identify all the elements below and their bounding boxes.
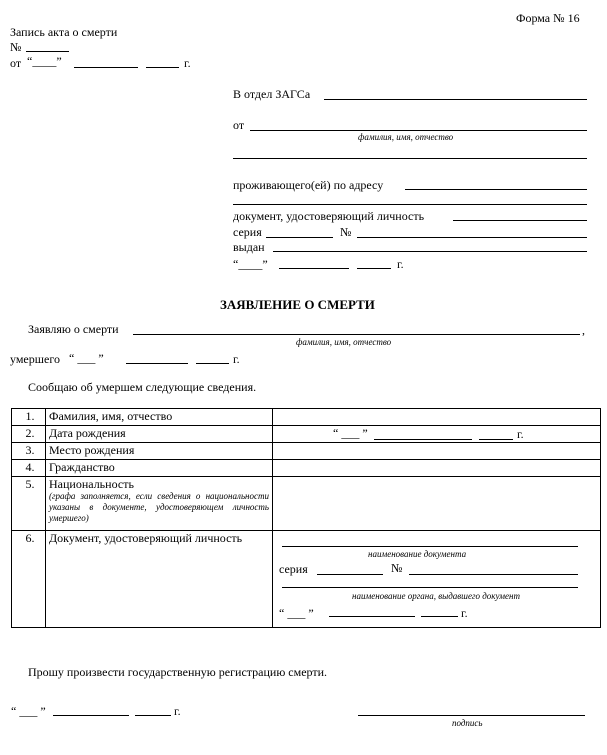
address-field-2[interactable] xyxy=(233,204,587,205)
row-label: Место рождения xyxy=(46,443,273,460)
death-month-field[interactable] xyxy=(126,363,188,364)
issued-by-field[interactable] xyxy=(273,251,587,252)
row-value-field[interactable] xyxy=(273,477,601,531)
table-row xyxy=(12,409,601,426)
record-from-label: от xyxy=(10,56,22,70)
issue-month-field[interactable] xyxy=(279,268,349,269)
registry-office-field[interactable] xyxy=(324,99,587,100)
doc-series-field[interactable] xyxy=(317,574,383,575)
footer-date-quote: “ ___ ” xyxy=(11,704,46,718)
doc-month-field[interactable] xyxy=(329,616,415,617)
birth-month-field[interactable] xyxy=(374,439,472,440)
birth-date-cell[interactable] xyxy=(273,426,601,443)
row-number: 2. xyxy=(12,426,46,443)
row-value-field[interactable] xyxy=(273,443,601,460)
record-number-label: № xyxy=(10,40,22,54)
declare-label: Заявляю о смерти xyxy=(28,322,119,336)
doc-issuer-field[interactable] xyxy=(282,587,578,588)
row-number: 5. xyxy=(12,477,46,531)
id-doc-field[interactable] xyxy=(453,220,587,221)
nationality-cell xyxy=(46,477,273,531)
row-value-field[interactable] xyxy=(273,409,601,426)
table-row xyxy=(12,477,601,531)
id-number-field[interactable] xyxy=(357,237,587,238)
info-table xyxy=(11,408,601,628)
issue-year-suffix: г. xyxy=(397,257,404,271)
row-label: Гражданство xyxy=(46,460,273,477)
signature-hint: подпись xyxy=(452,718,483,728)
row-number: 6. xyxy=(12,531,46,628)
deceased-fio-hint: фамилия, имя, отчество xyxy=(296,337,392,347)
issued-label: выдан xyxy=(233,240,265,254)
row-number: 4. xyxy=(12,460,46,477)
issue-date-quote: “____” xyxy=(233,257,268,271)
request-text: Прошу произвести государственную регистрацию смерти. xyxy=(28,665,328,679)
doc-name-hint: наименование документа xyxy=(368,549,467,559)
issue-year-field[interactable] xyxy=(357,268,391,269)
birth-date-quote: “ ___ ” xyxy=(333,426,368,440)
record-title: Запись акта о смерти xyxy=(10,25,118,39)
residing-label: проживающего(ей) по адресу xyxy=(233,178,384,192)
death-year-field[interactable] xyxy=(196,363,229,364)
form-number: Форма № 16 xyxy=(516,11,580,25)
footer-year-field[interactable] xyxy=(135,715,171,716)
id-doc-cell xyxy=(273,531,601,628)
doc-year-field[interactable] xyxy=(421,616,458,617)
row-label: Документ, удостоверяющий личность xyxy=(46,531,273,628)
footer-year-suffix: г. xyxy=(174,704,181,718)
signature-field[interactable] xyxy=(358,715,585,716)
doc-date-quote: “ ___ ” xyxy=(279,606,314,620)
birth-year-field[interactable] xyxy=(479,439,513,440)
id-doc-label: документ, удостоверяющий личность xyxy=(233,209,425,223)
row-label: Дата рождения xyxy=(46,426,273,443)
death-year-suffix: г. xyxy=(233,352,240,366)
birth-year-suffix: г. xyxy=(517,427,524,441)
table-row xyxy=(12,426,601,443)
record-date-quote: “____” xyxy=(27,54,62,68)
row-number: 3. xyxy=(12,443,46,460)
to-registry-label: В отдел ЗАГСа xyxy=(233,87,311,101)
table-row xyxy=(12,531,601,628)
declare-comma: , xyxy=(582,323,585,337)
id-number-label: № xyxy=(340,225,352,239)
page-title: ЗАЯВЛЕНИЕ О СМЕРТИ xyxy=(220,297,375,312)
table-row xyxy=(12,443,601,460)
row-label: Национальность xyxy=(49,477,134,491)
applicant-fio-hint: фамилия, имя, отчество xyxy=(358,132,454,142)
row-label: Фамилия, имя, отчество xyxy=(46,409,273,426)
nationality-note: (графа заполняется, если сведения о национальности указаны в документе, удостоверяющем личность умершего) xyxy=(49,491,269,523)
record-year-field[interactable] xyxy=(146,67,179,68)
deceased-label: умершего xyxy=(10,352,60,366)
doc-number-field[interactable] xyxy=(409,574,578,575)
series-label: серия xyxy=(233,225,262,239)
footer-month-field[interactable] xyxy=(53,715,129,716)
doc-series-label: серия xyxy=(279,562,308,576)
applicant-fio-field[interactable] xyxy=(250,130,587,131)
doc-number-label: № xyxy=(391,561,403,575)
applicant-fio-field-2[interactable] xyxy=(233,158,587,159)
doc-issuer-hint: наименование органа, выдавшего документ xyxy=(352,591,520,601)
record-number-field[interactable] xyxy=(26,51,69,52)
record-year-suffix: г. xyxy=(184,56,191,70)
death-date-quote: “ ___ ” xyxy=(69,351,104,365)
deceased-fio-field[interactable] xyxy=(133,334,580,335)
doc-year-suffix: г. xyxy=(461,606,468,620)
id-series-field[interactable] xyxy=(266,237,333,238)
info-text: Сообщаю об умершем следующие сведения. xyxy=(28,380,257,394)
record-month-field[interactable] xyxy=(74,67,138,68)
row-value-field[interactable] xyxy=(273,460,601,477)
address-field[interactable] xyxy=(405,189,587,190)
doc-name-field[interactable] xyxy=(282,546,578,547)
applicant-from-label: от xyxy=(233,118,245,132)
row-number: 1. xyxy=(12,409,46,426)
table-row xyxy=(12,460,601,477)
